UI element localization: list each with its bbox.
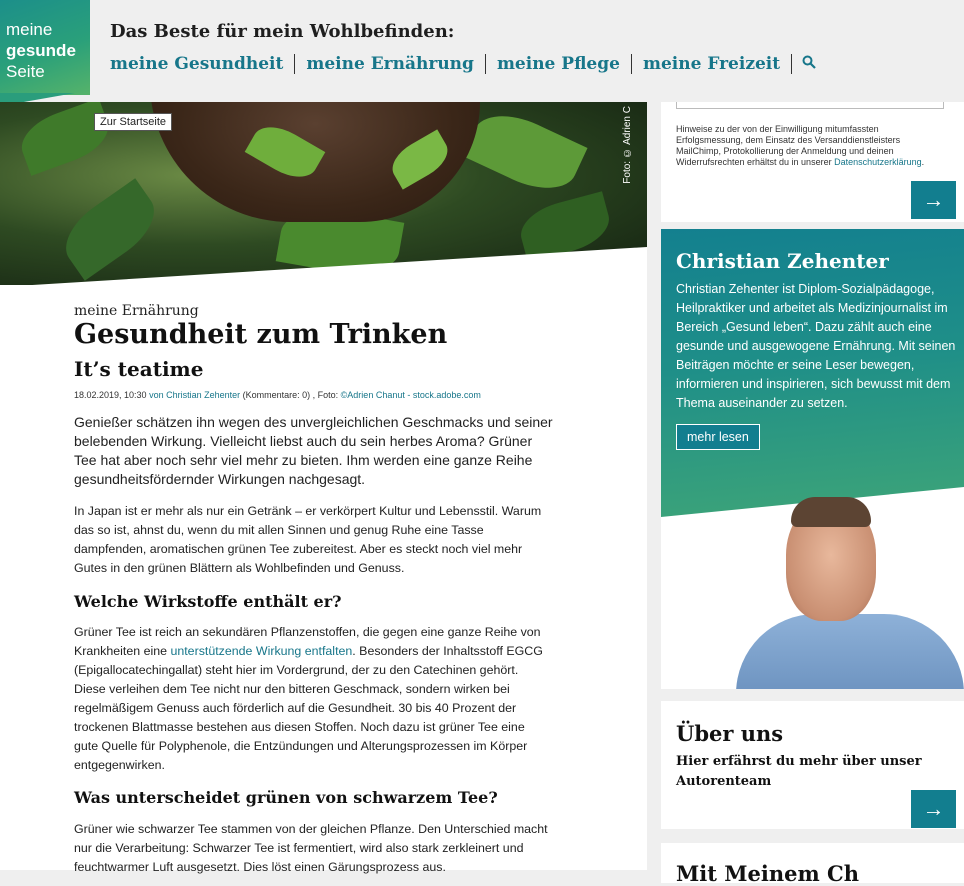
meta-date: 18.02.2019, 10:30	[74, 390, 150, 400]
meta-comments: (Kommentare: 0) , Foto:	[240, 390, 341, 400]
author-box	[661, 229, 964, 689]
author-photo-hair	[791, 497, 871, 527]
about-title: Über uns	[676, 721, 784, 746]
section-heading: Was unterscheidet grünen von schwarzem Tee?	[74, 788, 498, 807]
photo-credit: Foto: © Adrien C	[622, 106, 633, 184]
newsletter-box	[661, 102, 964, 222]
nav-gesundheit[interactable]: meine Gesundheit	[110, 54, 295, 74]
article-subtitle: It’s teatime	[74, 357, 204, 381]
article	[0, 285, 647, 874]
arrow-right-icon: →	[922, 187, 945, 212]
author-name: Christian Zehenter	[676, 249, 889, 273]
logo-line-1: meine	[6, 20, 53, 39]
author-bio: Christian Zehenter ist Diplom-Sozialpädagoge, Heilpraktiker und arbeitet als Medizinjournalist im Bereich „Gesund leben“. Dazu zählt auch eine gesunde und ausgewogene Ernährung. Mit seinen Beiträgen möchte er seine Leser bewegen, informieren und inspirieren, sich bewusst mit dem Thema auseinander zu setzen.	[676, 282, 956, 410]
section-heading: Welche Wirkstoffe enthält er?	[74, 592, 342, 611]
consent-text: Hinweise zu der von der Einwilligung mitumfassten Erfolgsmessung, dem Einsatz des Versanddienstleisters MailChimp, Protokollierung der Anmeldung und deinen Widerrufsrechten erhältst du in unserer	[676, 124, 901, 167]
inline-link[interactable]: unterstützende Wirkung entfalten	[170, 644, 353, 658]
about-text: Hier erfährst du mehr über unser Autorenteam	[676, 754, 922, 789]
arrow-right-icon: →	[922, 796, 945, 821]
paragraph-text: Grüner Tee ist reich an sekundären Pflanzenstoffen, die gegen eine ganze Reihe von Krankheiten eine	[74, 625, 541, 658]
logo-line-3: Seite	[6, 62, 45, 81]
newsletter-input[interactable]	[676, 102, 944, 109]
article-paragraph: In Japan ist er mehr als nur ein Getränk – er verkörpert Kultur und Lebensstil. Warum das so ist, ahnst du, wenn du mit allen Sinnen und genug Ruhe eine Tasse dampfenden, aromatischen grünen Tee zubereitest. Aber es steckt noch viel mehr Gutes in den grünen Blättern als Wohlbefinden und Genuss.	[74, 504, 542, 575]
consent-end: .	[921, 157, 925, 167]
article-meta	[74, 390, 481, 400]
next-sidebar-box	[661, 843, 964, 886]
photo-source-link[interactable]: ©Adrien Chanut - stock.adobe.com	[340, 390, 481, 400]
site-logo[interactable]	[0, 0, 90, 95]
article-paragraph	[74, 623, 550, 775]
article-lead: Genießer schätzen ihn wegen des unvergleichlichen Geschmacks und seiner belebenden Wirkung. Vielleicht liebst auch du sein herbes Aroma? Grüner Tee hat aber noch sehr viel mehr zu bieten. Ihm werden eine ganze Reihe gesundheitsfördernder Wirkungen nachgesagt.	[74, 414, 553, 487]
home-link-button[interactable]: Zur Startseite	[94, 113, 172, 131]
read-more-button[interactable]: mehr lesen	[676, 424, 760, 450]
main-nav	[110, 54, 816, 74]
about-arrow-button[interactable]	[911, 790, 956, 828]
nav-freizeit[interactable]: meine Freizeit	[632, 54, 792, 74]
newsletter-submit-button[interactable]	[911, 181, 956, 219]
paragraph-text: . Besonders der Inhaltsstoff EGCG (Epigallocatechingallat) steht hier im Vordergrund, der zu den Catechinen gehört. Diese verleihen dem Tee nicht nur den bitteren Geschmack, sondern wirken bei regelmäßigem Genuss auch förderlich auf die Gesundheit. 30 bis 40 Prozent der trockenen Blattmasse bestehen aus diesen Stoffen. Noch dazu ist grüner Tee eine gute Quelle für Polyphenole, die Entzündungen und Alterungsprozessen im Körper entgegenwirken.	[74, 644, 543, 772]
nav-pflege[interactable]: meine Pflege	[486, 54, 632, 74]
article-category[interactable]: meine Ernährung	[74, 303, 199, 319]
search-icon[interactable]	[792, 55, 816, 73]
nav-ernaehrung[interactable]: meine Ernährung	[295, 54, 486, 74]
article-title: Gesundheit zum Trinken	[74, 319, 448, 350]
tea-leaf	[53, 178, 166, 280]
article-paragraph: Grüner wie schwarzer Tee stammen von der gleichen Pflanze. Den Unterschied macht nur die Verarbeitung: Schwarzer Tee ist fermentiert, wird also stark zerkleinert und feuchtwarmer Luft ausgesetzt. Dies löst einen Gärungsprozess aus.	[74, 822, 548, 874]
author-link[interactable]: von Christian Zehenter	[149, 390, 241, 400]
about-box	[661, 701, 964, 829]
privacy-link[interactable]: Datenschutzerklärung	[834, 157, 922, 167]
logo-line-2: gesunde	[6, 41, 76, 60]
consent-note	[676, 124, 946, 168]
search-icon-glyph	[802, 55, 816, 69]
tea-leaf	[462, 102, 587, 202]
next-box-title: Mit Meinem Ch	[676, 861, 859, 886]
site-tagline: Das Beste für mein Wohlbefinden:	[110, 21, 455, 42]
